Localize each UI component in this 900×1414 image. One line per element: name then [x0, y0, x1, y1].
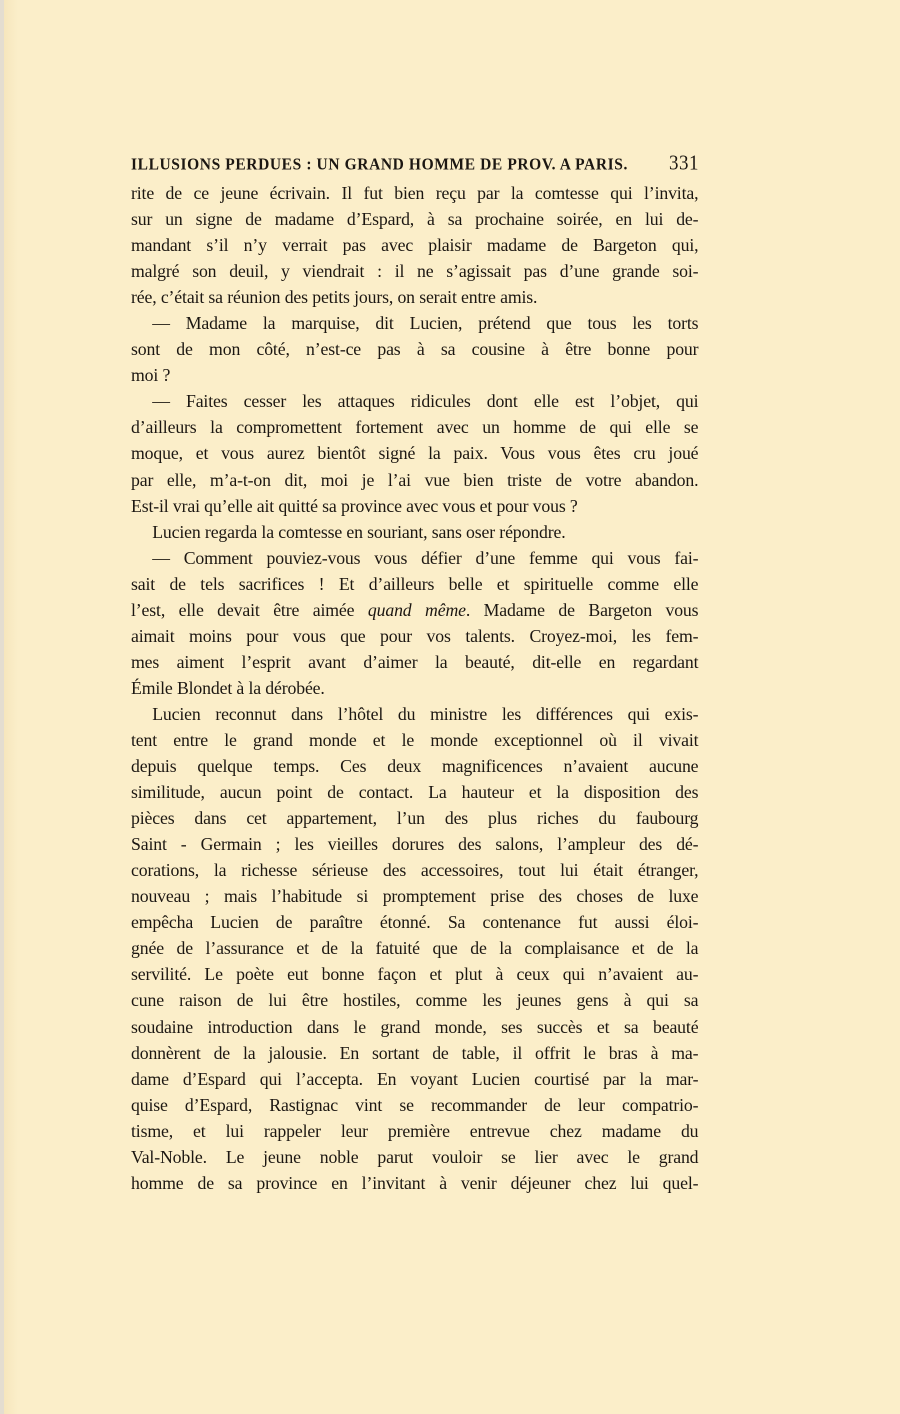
text-line: aimait moins pour vous que pour vos talents. Croyez-moi, les fem- — [131, 625, 699, 646]
text-line: empêcha Lucien de paraître étonné. Sa contenance fut aussi éloi- — [131, 912, 699, 933]
text-line: Émile Blondet à la dérobée. — [131, 677, 325, 698]
text-line: similitude, aucun point de contact. La hauteur et la disposition des — [131, 782, 699, 803]
text-line: moi ? — [131, 365, 171, 386]
running-head-title: ILLUSIONS PERDUES : UN GRAND HOMME DE PROV. A PARIS. — [131, 155, 628, 174]
text-line: moque, et vous aurez bientôt signé la paix. Vous vous êtes cru joué — [131, 443, 699, 464]
text-segment: . Madame de Bargeton vous — [465, 599, 699, 620]
text-line: rée, c’était sa réunion des petits jours, on serait entre amis. — [131, 287, 538, 308]
text-line: mandant s’il n’y verrait pas avec plaisir madame de Bargeton qui, — [131, 235, 699, 256]
text-line: pièces dans cet appartement, l’un des plus riches du faubourg — [131, 808, 699, 829]
text-line: Saint - Germain ; les vieilles dorures des salons, l’ampleur des dé- — [131, 834, 699, 855]
text-segment: l’est, elle devait être aimée — [131, 599, 368, 620]
text-line: donnèrent de la jalousie. En sortant de table, il offrit le bras à ma- — [131, 1042, 699, 1063]
text-line: quise d’Espard, Rastignac vint se recommander de leur compatrio- — [131, 1094, 699, 1115]
text-line: sait de tels sacrifices ! Et d’ailleurs belle et spirituelle comme elle — [131, 573, 699, 594]
text-line: Val-Noble. Le jeune noble parut vouloir se lier avec le grand — [131, 1146, 699, 1167]
text-line: Lucien regarda la comtesse en souriant, sans oser répondre. — [152, 521, 566, 542]
text-line: tisme, et lui rappeler leur première entrevue chez madame du — [131, 1120, 699, 1141]
text-line: dame d’Espard qui l’accepta. En voyant Lucien courtisé par la mar- — [131, 1068, 699, 1089]
text-line: — Madame la marquise, dit Lucien, prétend que tous les torts — [152, 313, 699, 334]
text-line: soudaine introduction dans le grand monde, ses succès et sa beauté — [131, 1016, 699, 1037]
text-line: par elle, m’a-t-on dit, moi je l’ai vue bien triste de votre abandon. — [131, 469, 699, 490]
body-text — [131, 180, 699, 1196]
text-line: nouveau ; mais l’habitude si promptement prise des choses de luxe — [131, 886, 699, 907]
text-line: sur un signe de madame d’Espard, à sa prochaine soirée, en lui de- — [131, 209, 699, 230]
page-gutter-shadow — [4, 0, 18, 1414]
text-line: sont de mon côté, n’est-ce pas à sa cousine à être bonne pour — [131, 339, 699, 360]
text-line: depuis quelque temps. Ces deux magnificences n’avaient aucune — [131, 756, 699, 777]
text-line: rite de ce jeune écrivain. Il fut bien reçu par la comtesse qui l’invita, — [131, 183, 699, 203]
text-line: malgré son deuil, y viendrait : il ne s’agissait pas d’une grande soi- — [131, 261, 699, 282]
text-line: tent entre le grand monde et le monde exceptionnel où il vivait — [131, 729, 699, 750]
text-line: mes aiment l’esprit avant d’aimer la beauté, dit-elle en regardant — [131, 651, 699, 672]
text-line: cune raison de lui être hostiles, comme les jeunes gens à qui sa — [131, 990, 699, 1011]
text-line: homme de sa province en l’invitant à venir déjeuner chez lui quel- — [131, 1172, 699, 1193]
text-line: — Faites cesser les attaques ridicules dont elle est l’objet, qui — [152, 391, 699, 412]
text-line — [131, 597, 698, 623]
text-line: servilité. Le poète eut bonne façon et plut à ceux qui n’avaient au- — [131, 964, 699, 985]
page-number: 331 — [669, 152, 699, 176]
text-line: Lucien reconnut dans l’hôtel du ministre les différences qui exis- — [152, 703, 699, 724]
text-line: d’ailleurs la compromettent fortement avec un homme de qui elle se — [131, 417, 699, 438]
text-line: — Comment pouviez-vous vous défier d’une femme qui vous fai- — [152, 547, 699, 568]
italic-emphasis: quand même — [367, 599, 466, 620]
running-head — [131, 152, 699, 176]
text-line: gnée de l’assurance et de la fatuité que de la complaisance et de la — [131, 938, 699, 959]
text-line: corations, la richesse sérieuse des accessoires, tout lui était étranger, — [131, 860, 699, 881]
text-line: Est-il vrai qu’elle ait quitté sa province avec vous et pour vous ? — [131, 495, 578, 516]
